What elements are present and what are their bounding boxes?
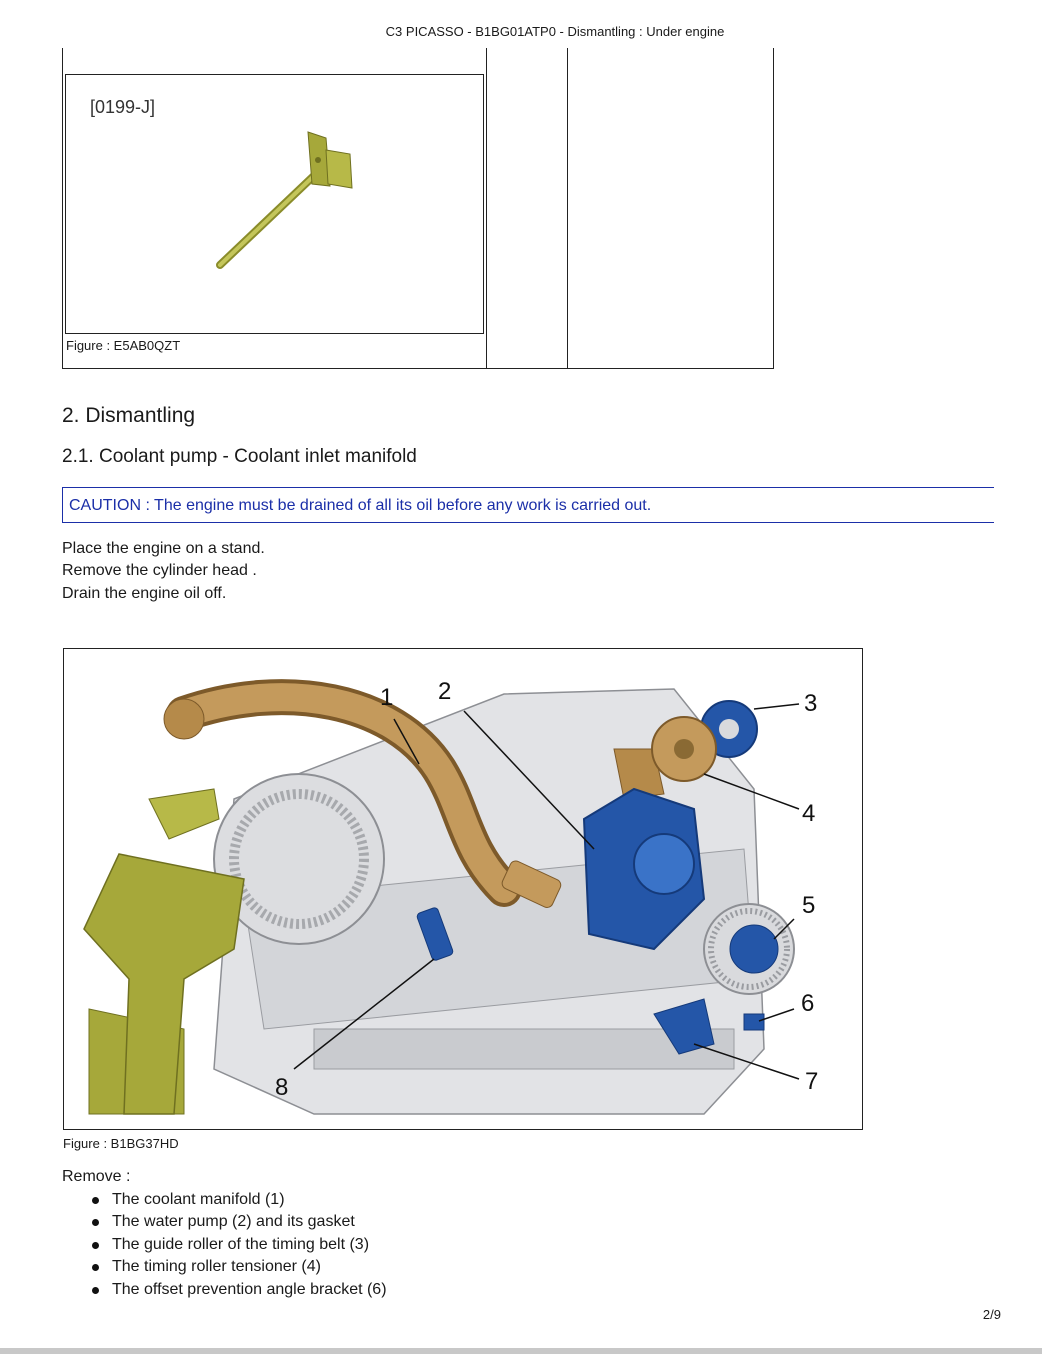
caution-box: CAUTION : The engine must be drained of all its oil before any work is carried out. bbox=[62, 487, 994, 523]
subsection-heading: 2.1. Coolant pump - Coolant inlet manifold bbox=[62, 446, 417, 467]
callout-1: 1 bbox=[380, 684, 394, 711]
engine-illustration bbox=[64, 649, 863, 1130]
bottom-divider bbox=[0, 1348, 1042, 1354]
callout-5: 5 bbox=[802, 892, 816, 919]
step-text: Place the engine on a stand. bbox=[62, 540, 265, 557]
engine-figure-frame bbox=[63, 648, 863, 1130]
step-text: Remove the cylinder head . bbox=[62, 562, 257, 579]
callout-2: 2 bbox=[438, 678, 452, 705]
callout-8: 8 bbox=[275, 1074, 289, 1101]
remove-list bbox=[90, 1189, 387, 1301]
page-header-title: C3 PICASSO - B1BG01ATP0 - Dismantling : Under engine bbox=[385, 24, 725, 39]
tool-figure-caption: Figure : E5AB0QZT bbox=[66, 338, 181, 353]
list-item: The water pump (2) and its gasket bbox=[90, 1211, 387, 1233]
list-item: The coolant manifold (1) bbox=[90, 1189, 387, 1211]
tool-reference-tag: [0199-J] bbox=[90, 97, 156, 117]
list-item: The offset prevention angle bracket (6) bbox=[90, 1279, 387, 1301]
callout-7: 7 bbox=[805, 1068, 819, 1095]
remove-intro: Remove : bbox=[62, 1168, 131, 1185]
callout-3: 3 bbox=[804, 690, 818, 717]
callout-4: 4 bbox=[802, 800, 816, 827]
engine-figure-caption: Figure : B1BG37HD bbox=[63, 1136, 179, 1151]
callout-6: 6 bbox=[801, 990, 815, 1017]
tool-0199j-illustration bbox=[200, 120, 370, 280]
page-number: 2/9 bbox=[982, 1307, 1001, 1322]
step-text: Drain the engine oil off. bbox=[62, 585, 227, 602]
list-item: The timing roller tensioner (4) bbox=[90, 1256, 387, 1278]
list-item: The guide roller of the timing belt (3) bbox=[90, 1234, 387, 1256]
section-heading: 2. Dismantling bbox=[62, 404, 196, 427]
